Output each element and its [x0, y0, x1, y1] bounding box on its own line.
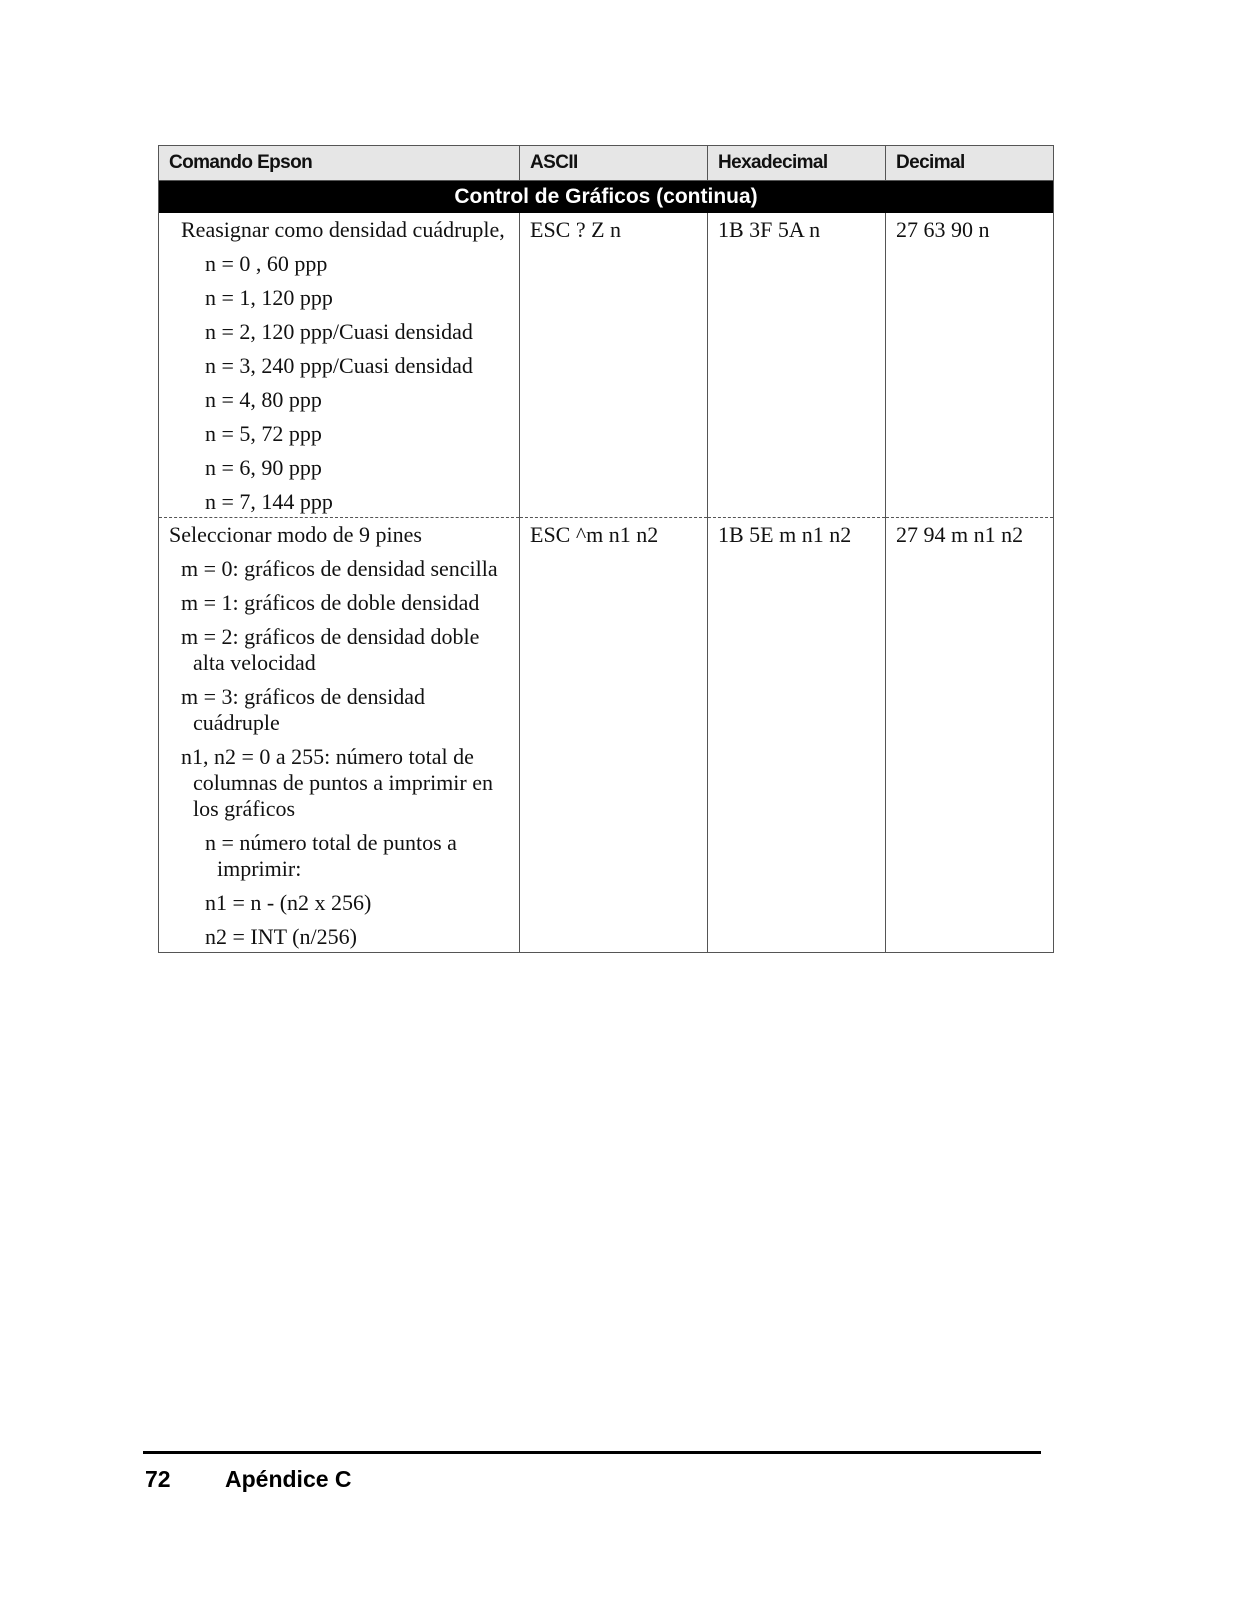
- list-item: n = 5, 72 ppp: [205, 421, 322, 446]
- table-row: [159, 213, 1054, 518]
- header-hexadecimal: Hexadecimal: [708, 146, 886, 181]
- table-row: [159, 518, 1054, 953]
- list-item: n = 2, 120 ppp/Cuasi densidad: [205, 319, 473, 344]
- list-item: n = 6, 90 ppp: [205, 455, 322, 480]
- command-title: Reasignar como densidad cuádruple,: [181, 217, 505, 242]
- list-item: n1, n2 = 0 a 255: número total de columnas de puntos a imprimir en los gráficos: [181, 744, 493, 821]
- section-row: [159, 181, 1054, 214]
- list-item: n = 3, 240 ppp/Cuasi densidad: [205, 353, 473, 378]
- ascii-cell: ESC ^m n1 n2: [520, 518, 708, 953]
- section-title: Control de Gráficos (continua): [159, 181, 1054, 214]
- ascii-cell: ESC ? Z n: [520, 213, 708, 518]
- command-description: [159, 213, 520, 518]
- decimal-cell: 27 63 90 n: [886, 213, 1054, 518]
- header-ascii: ASCII: [520, 146, 708, 181]
- list-item: n = 0 , 60 ppp: [205, 251, 328, 276]
- page-number: 72: [145, 1466, 171, 1492]
- list-item: m = 3: gráficos de densidad cuádruple: [181, 684, 425, 735]
- list-item: n = 7, 144 ppp: [205, 489, 333, 514]
- list-item: n = 1, 120 ppp: [205, 285, 333, 310]
- command-title: Seleccionar modo de 9 pines: [169, 522, 422, 547]
- command-description: [159, 518, 520, 953]
- list-item: n = 4, 80 ppp: [205, 387, 322, 412]
- list-item: n1 = n - (n2 x 256): [205, 890, 372, 915]
- footer-section: Apéndice C: [225, 1466, 352, 1492]
- table-header-row: [159, 146, 1054, 181]
- epson-command-table: [158, 145, 1054, 953]
- header-decimal: Decimal: [886, 146, 1054, 181]
- hex-cell: 1B 3F 5A n: [708, 213, 886, 518]
- hex-cell: 1B 5E m n1 n2: [708, 518, 886, 953]
- footer-rule: [143, 1451, 1041, 1454]
- list-item: m = 0: gráficos de densidad sencilla: [181, 556, 498, 581]
- decimal-cell: 27 94 m n1 n2: [886, 518, 1054, 953]
- list-item: m = 1: gráficos de doble densidad: [181, 590, 480, 615]
- list-item: n = número total de puntos a imprimir:: [205, 830, 457, 881]
- list-item: m = 2: gráficos de densidad doble alta velocidad: [181, 624, 480, 675]
- header-comando-epson: Comando Epson: [159, 146, 520, 181]
- page-footer: [145, 1466, 352, 1493]
- list-item: n2 = INT (n/256): [205, 924, 357, 949]
